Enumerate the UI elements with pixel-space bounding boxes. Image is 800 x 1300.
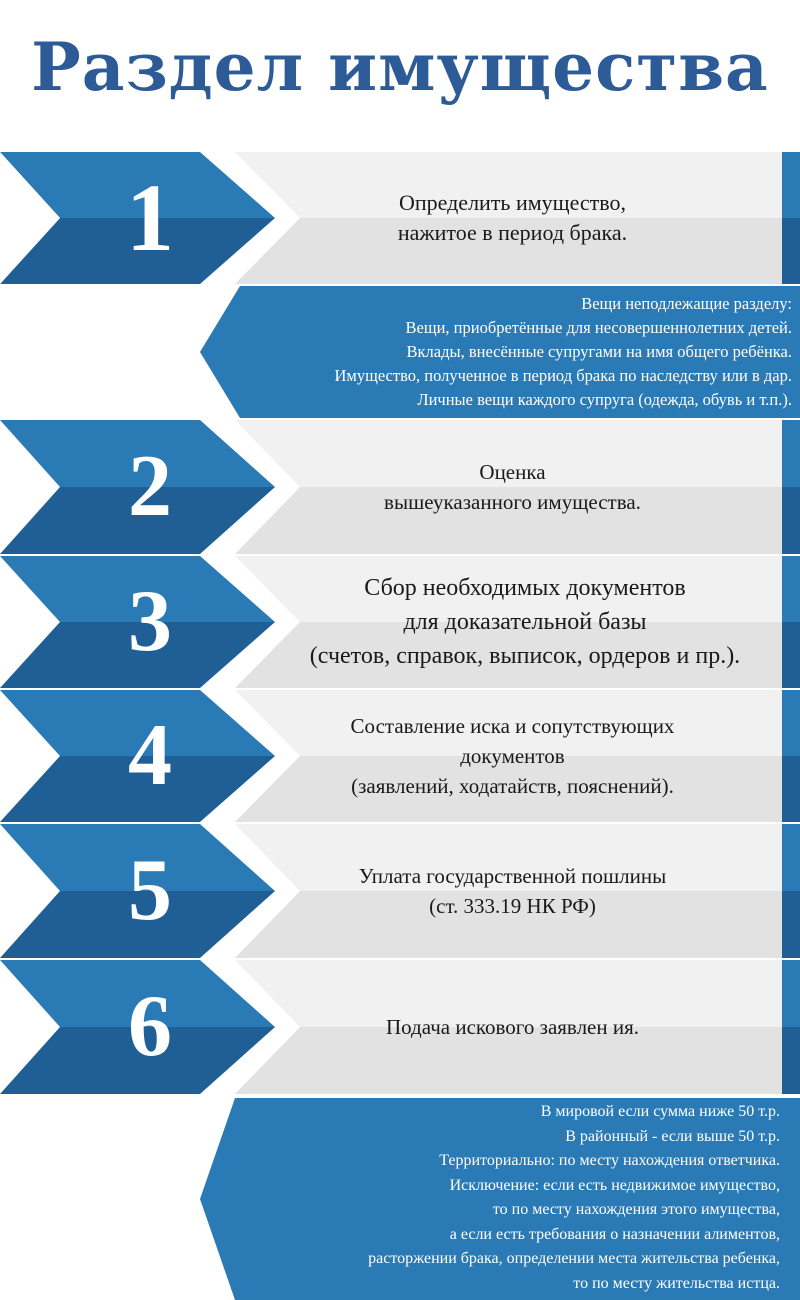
step-3-line-3: (счетов, справок, выписок, ордеров и пр.). — [309, 643, 741, 669]
note-1-line-5: Личные вещи каждого супруга (одежда, обувь и т.п.). — [417, 390, 792, 409]
note-2-line-2: В районный - если выше 50 т.р. — [565, 1127, 780, 1145]
note-2-line-3: Территориально: по месту нахождения ответчика. — [439, 1152, 780, 1169]
step-6 — [0, 960, 800, 1094]
note-2-line-4: Исключение: если есть недвижимое имущество, — [449, 1176, 780, 1194]
step-4-line-2: документов — [460, 744, 565, 768]
step-5-line-1: Уплата государственной пошлины — [358, 864, 667, 888]
step-2-number: 2 — [128, 438, 172, 535]
step-2-text — [240, 420, 785, 554]
step-6-text — [240, 960, 785, 1094]
note-2-line-8: то по месту жительства истца. — [573, 1274, 780, 1292]
note-2-line-1: В мировой если сумма ниже 50 т.р. — [540, 1103, 780, 1120]
step-2 — [0, 420, 800, 554]
step-4-text — [240, 690, 785, 822]
step-1-text — [240, 152, 785, 284]
step-2-line-2: вышеуказанного имущества. — [384, 490, 641, 514]
step-3-number: 3 — [128, 573, 172, 670]
note-2-lines — [368, 1100, 780, 1296]
note-1-line-2: Вещи, приобретённые для несовершеннолетних детей. — [405, 318, 792, 337]
step-4-line-3: (заявлений, ходатайств, пояснений). — [351, 774, 674, 798]
note-2-line-5: то по месту нахождения этого имущества, — [492, 1201, 780, 1218]
step-4-number: 4 — [128, 707, 172, 804]
step-3-text — [250, 556, 800, 688]
step-5-line-2: (ст. 333.19 НК РФ) — [429, 894, 596, 918]
note-2-line-6: а если есть требования о назначении алиментов, — [449, 1225, 780, 1243]
step-1-line-1: Определить имущество, — [398, 190, 627, 215]
step-6-number: 6 — [128, 978, 172, 1075]
step-1-number: 1 — [126, 164, 174, 271]
note-1-line-3: Вклады, внесённые супругами на имя общего ребёнка. — [406, 342, 792, 361]
step-3-line-1: Сбор необходимых документов — [364, 575, 686, 601]
step-1 — [0, 152, 800, 284]
note-1-lines — [335, 292, 793, 412]
step-6-line-1: Подача искового заявлен ия. — [385, 1015, 639, 1039]
step-3 — [0, 556, 800, 688]
step-1-line-2: нажитое в период брака. — [397, 220, 628, 245]
step-5 — [0, 824, 800, 958]
page-title: Раздел имущества — [31, 28, 769, 106]
step-2-line-1: Оценка — [479, 460, 546, 484]
step-5-text — [240, 824, 785, 958]
step-4-line-1: Составление иска и сопутствующих — [350, 714, 675, 738]
step-4 — [0, 690, 800, 822]
step-3-line-2: для доказательной базы — [403, 609, 647, 635]
note-2-line-7: расторжении брака, определении места жительства ребенка, — [368, 1250, 780, 1267]
note-court-jurisdiction — [0, 1098, 800, 1300]
note-not-divisible — [0, 286, 800, 418]
note-1-line-1: Вещи неподлежащие разделу: — [581, 294, 792, 313]
step-5-number: 5 — [128, 842, 172, 939]
note-1-line-4: Имущество, полученное в период брака по наследству или в дар. — [334, 366, 792, 385]
